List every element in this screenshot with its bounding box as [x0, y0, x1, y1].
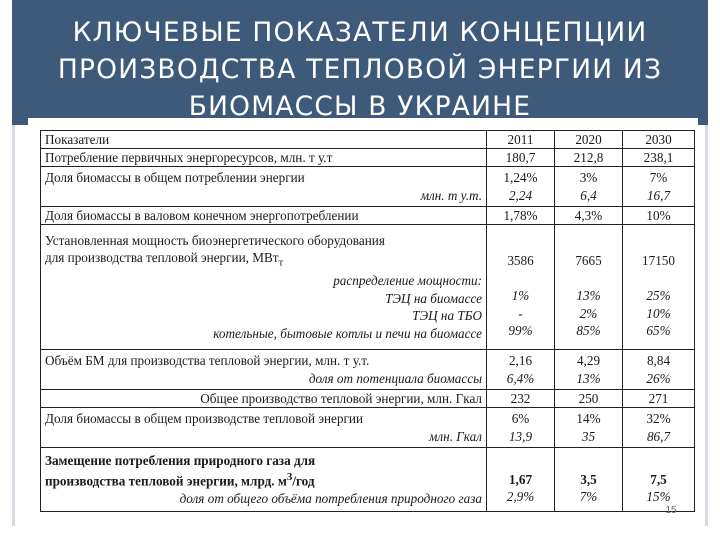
row-value: 14% [576, 411, 601, 427]
row-value: 238,1 [623, 149, 695, 167]
row-value: 6% [511, 411, 530, 427]
row-label-cell [41, 448, 487, 512]
row-sub-value: 7% [579, 489, 598, 505]
header-year: 2030 [623, 131, 695, 149]
row-label-line [45, 249, 482, 272]
distribution-value: 99% [508, 323, 533, 339]
row-value: 17150 [642, 253, 675, 269]
row-value-cell [623, 167, 695, 207]
row-sub-label: млн. Гкал [429, 428, 482, 444]
table-row [41, 408, 695, 448]
unit-superscript: 3 [286, 471, 293, 484]
blank-line [559, 235, 618, 253]
row-label-cell [41, 408, 487, 448]
unit-subscript: т [278, 256, 284, 269]
row-value: 7665 [575, 253, 602, 269]
left-decorative-rule [12, 118, 15, 526]
distribution-value: 85% [576, 323, 601, 339]
row-value: 3% [579, 170, 598, 186]
row-value: 10% [623, 207, 695, 225]
row-value-cell [487, 448, 555, 512]
row-sub-value: 26% [646, 370, 671, 386]
row-value-cell [555, 167, 623, 207]
row-value: 7% [649, 170, 668, 186]
row-label-cell [41, 167, 487, 207]
table-row [41, 448, 695, 512]
table-row [41, 390, 695, 408]
row-value: 4,29 [576, 353, 601, 369]
row-label-cell [41, 349, 487, 389]
distribution-value: - [518, 305, 523, 321]
row-sub-value: 2,24 [508, 187, 533, 203]
blank-line [559, 453, 618, 471]
row-label: Замещение потребления природного газа для [45, 452, 316, 468]
row-sub-label: млн. т у.т. [420, 187, 482, 203]
table-row [41, 149, 695, 167]
header-year: 2020 [555, 131, 623, 149]
row-value-cell [623, 349, 695, 389]
table-row [41, 349, 695, 389]
row-sub-value: 13% [576, 370, 601, 386]
header-year: 2011 [487, 131, 555, 149]
table-image [28, 118, 698, 514]
distribution-item-label: ТЭЦ на ТБО [412, 308, 482, 324]
blank-line [491, 235, 550, 253]
row-value-cell [623, 448, 695, 512]
row-label: Доля биомассы в общем производстве тепловой энергии [45, 411, 364, 427]
row-sub-label: доля от общего объёма потребления природного газа [179, 491, 482, 507]
slide-title: КЛЮЧЕВЫЕ ПОКАЗАТЕЛИ КОНЦЕПЦИИ ПРОИЗВОДСТВА ТЕПЛОВОЙ ЭНЕРГИИ ИЗ БИОМАССЫ В УКРАИНЕ [57, 17, 663, 122]
row-value-cell [487, 349, 555, 389]
row-value: 3,5 [580, 471, 597, 487]
row-value-cell [555, 349, 623, 389]
row-sub-value: 13,9 [508, 428, 533, 444]
row-label: Объём БМ для производства тепловой энергии, млн. т у.т. [45, 353, 370, 369]
row-label: Доля биомассы в валовом конечном энергопотреблении [41, 207, 487, 225]
row-label-cell [41, 225, 487, 350]
row-label: Установленная мощность биоэнергетического оборудования [45, 232, 385, 248]
row-value: 7,5 [650, 471, 667, 487]
table-header-row [41, 131, 695, 149]
table-row [41, 225, 695, 350]
row-value: 1,78% [487, 207, 555, 225]
row-sub-value: 2,9% [506, 489, 535, 505]
distribution-value: 25% [646, 288, 671, 304]
row-value-cell [487, 167, 555, 207]
row-sub-value: 6,4 [580, 187, 597, 203]
header-indicators: Показатели [41, 131, 487, 149]
row-value-cell [555, 408, 623, 448]
distribution-label: распределение мощности: [333, 273, 482, 289]
blank-line [627, 453, 690, 471]
row-value: 232 [487, 390, 555, 408]
distribution-item-label: котельные, бытовые котлы и печи на биомассе [213, 325, 482, 341]
row-label: Общее производство тепловой энергии, млн. Гкал [41, 390, 487, 408]
row-sub-value: 15% [646, 489, 671, 505]
blank-line [627, 235, 690, 253]
row-value-cell [623, 408, 695, 448]
blank-line [559, 270, 618, 288]
row-value: 4,3% [555, 207, 623, 225]
table-row [41, 167, 695, 207]
row-sub-value: 16,7 [646, 187, 671, 203]
distribution-value: 10% [646, 305, 671, 321]
table-row [41, 207, 695, 225]
distribution-value: 65% [646, 323, 671, 339]
blank-line [491, 270, 550, 288]
row-label-tail: /год [292, 473, 315, 489]
row-value: 1,24% [503, 170, 538, 186]
row-value: 2,16 [508, 353, 533, 369]
row-sub-value: 6,4% [506, 370, 535, 386]
row-value-cell [623, 225, 695, 350]
distribution-value: 13% [576, 288, 601, 304]
row-label: Доля биомассы в общем потреблении энергии [45, 170, 305, 186]
row-sub-value: 35 [581, 428, 596, 444]
row-value-cell [487, 408, 555, 448]
row-sub-value: 86,7 [646, 428, 671, 444]
right-decorative-rule [705, 118, 708, 526]
row-label: производства тепловой энергии, млрд. м [45, 473, 287, 489]
row-value: 180,7 [487, 149, 555, 167]
blank-line [627, 270, 690, 288]
distribution-value: 1% [511, 288, 530, 304]
distribution-item-label: ТЭЦ на биомассе [385, 290, 482, 306]
row-label-line [45, 469, 482, 490]
distribution-value: 2% [579, 305, 598, 321]
blank-line [491, 453, 550, 471]
row-label: для производства тепловой энергии, МВт [45, 250, 279, 266]
row-label: Потребление первичных энергоресурсов, млн. т у.т [41, 149, 487, 167]
row-value-cell [555, 225, 623, 350]
row-value: 32% [646, 411, 671, 427]
row-value-cell [487, 225, 555, 350]
row-value: 1,67 [508, 471, 533, 487]
indicators-table [40, 130, 695, 512]
row-value: 271 [623, 390, 695, 408]
row-sub-label: доля от потенциала биомассы [308, 370, 482, 386]
row-value: 250 [555, 390, 623, 408]
row-value: 212,8 [555, 149, 623, 167]
row-value-cell [555, 448, 623, 512]
row-value: 8,84 [646, 353, 671, 369]
page-number: 15 [665, 505, 677, 516]
row-value: 3586 [507, 253, 534, 269]
